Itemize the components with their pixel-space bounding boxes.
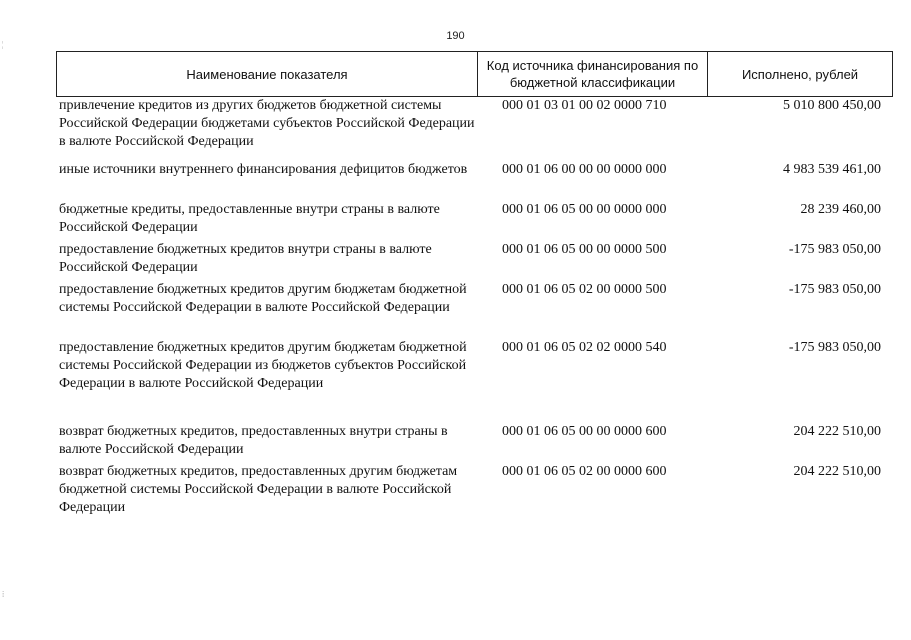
row-name: возврат бюджетных кредитов, предоставленных внутри страны в валюте Российской Федерации bbox=[59, 424, 448, 457]
page-number: 190 bbox=[446, 30, 465, 42]
row-name: привлечение кредитов из других бюджетов бюджетной системы Российской Федерации бюджетами субъектов Российской Федерации в валюте Российской Федерации bbox=[59, 98, 475, 149]
row-amount: -175 983 050,00 bbox=[788, 282, 881, 297]
row-code: 000 01 06 05 00 00 0000 600 bbox=[502, 424, 667, 439]
row-code: 000 01 06 05 02 00 0000 600 bbox=[502, 464, 667, 479]
header-code: Код источника финансирования по бюджетной классификации bbox=[478, 52, 708, 96]
row-code: 000 01 06 05 02 02 0000 540 bbox=[502, 340, 667, 355]
row-code: 000 01 06 05 02 00 0000 500 bbox=[502, 282, 667, 297]
row-amount: 5 010 800 450,00 bbox=[783, 98, 881, 113]
row-amount: 28 239 460,00 bbox=[800, 202, 881, 217]
scan-margin-mark: ¦ bbox=[2, 40, 4, 49]
row-code: 000 01 06 05 00 00 0000 000 bbox=[502, 202, 667, 217]
row-name: иные источники внутреннего финансирования дефицитов бюджетов bbox=[59, 162, 468, 177]
row-name: предоставление бюджетных кредитов другим бюджетам бюджетной системы Российской Федерации в валюте Российской Федерации bbox=[59, 282, 467, 315]
row-code: 000 01 06 00 00 00 0000 000 bbox=[502, 162, 667, 177]
row-amount: 204 222 510,00 bbox=[793, 424, 881, 439]
row-amount: 204 222 510,00 bbox=[793, 464, 881, 479]
row-code: 000 01 06 05 00 00 0000 500 bbox=[502, 242, 667, 257]
row-code: 000 01 03 01 00 02 0000 710 bbox=[502, 98, 667, 113]
row-name: бюджетные кредиты, предоставленные внутри страны в валюте Российской Федерации bbox=[59, 202, 440, 235]
row-amount: -175 983 050,00 bbox=[788, 340, 881, 355]
row-name: предоставление бюджетных кредитов внутри страны в валюте Российской Федерации bbox=[59, 242, 432, 275]
row-amount: 4 983 539 461,00 bbox=[783, 162, 881, 177]
row-name: предоставление бюджетных кредитов другим бюджетам бюджетной системы Российской Федерации из бюджетов субъектов Российской Федерации в валюте Российской Федерации bbox=[59, 340, 467, 391]
header-name: Наименование показателя bbox=[57, 52, 478, 96]
row-amount: -175 983 050,00 bbox=[788, 242, 881, 257]
scan-margin-mark: ⁞ bbox=[2, 590, 5, 599]
table-header bbox=[56, 51, 893, 97]
header-amount: Исполнено, рублей bbox=[741, 66, 859, 82]
row-name: возврат бюджетных кредитов, предоставленных другим бюджетам бюджетной системы Российской Федерации в валюте Российской Федерации bbox=[59, 464, 458, 515]
